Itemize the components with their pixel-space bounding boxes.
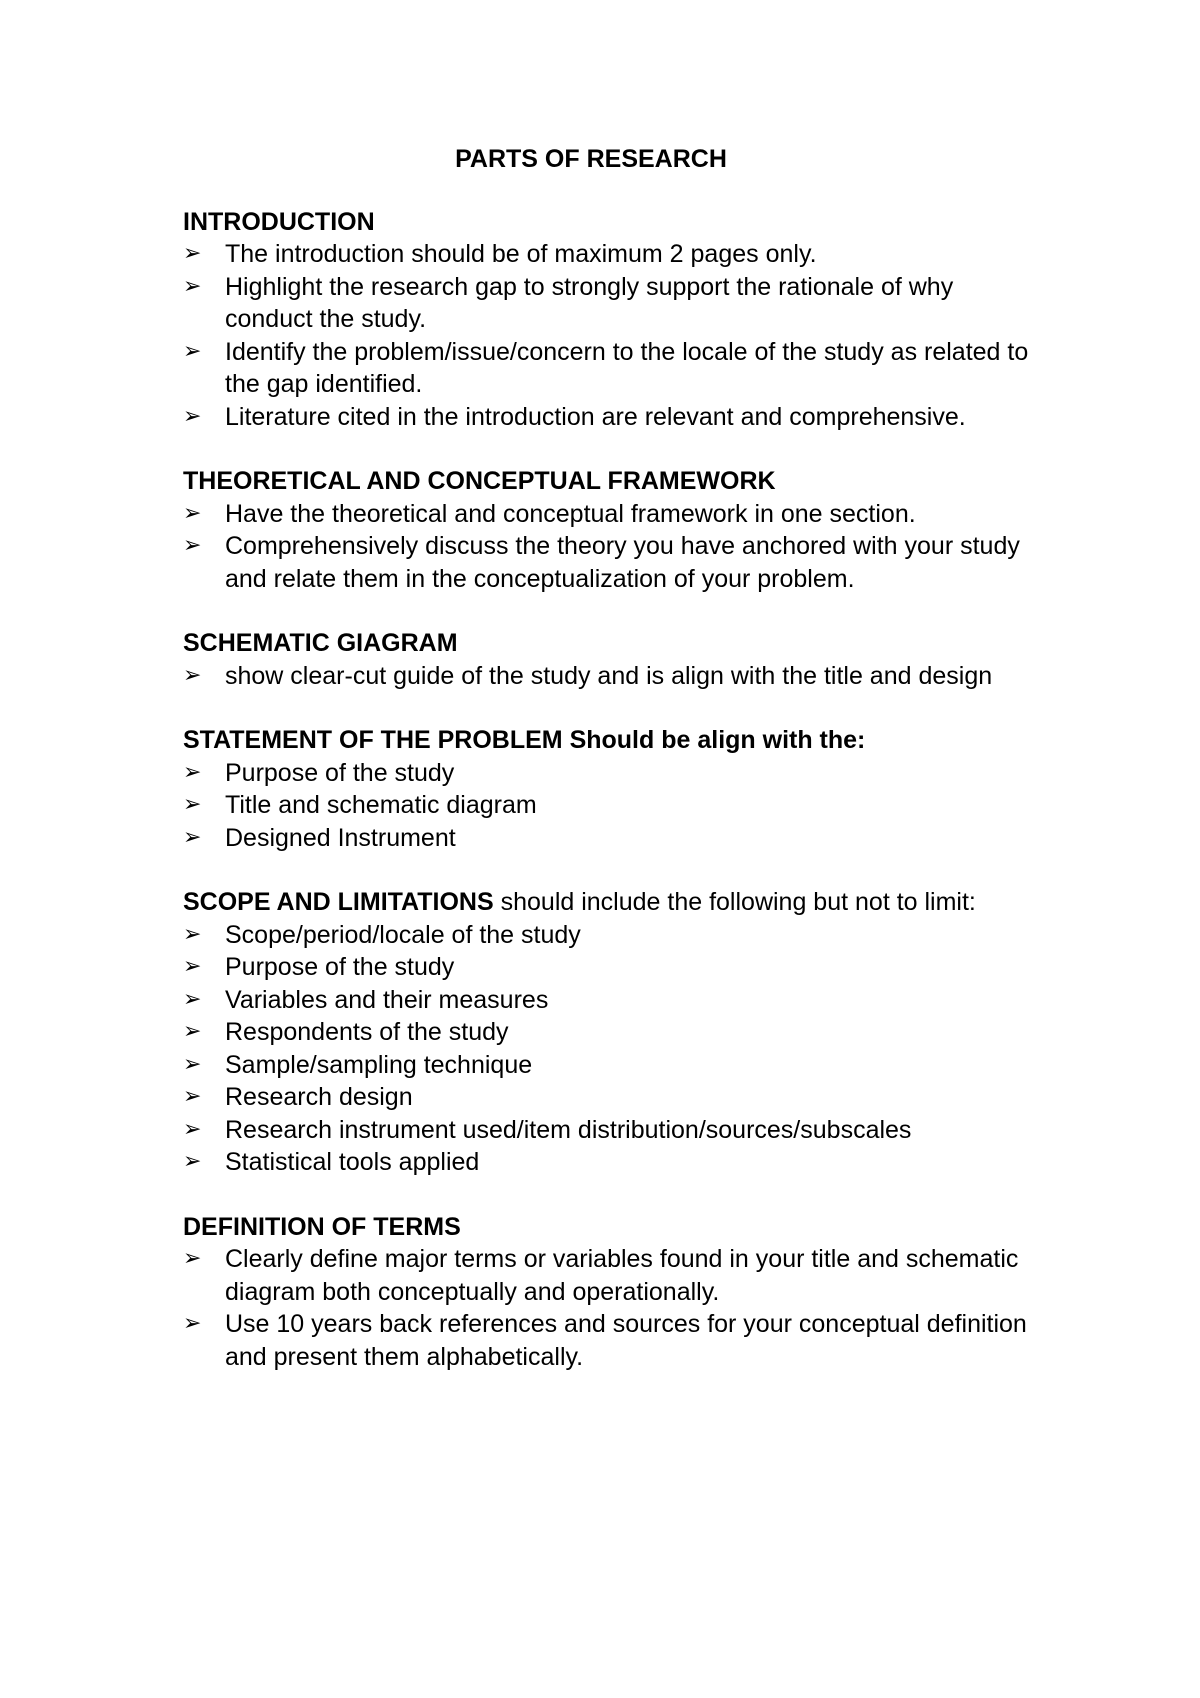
list-item-text: Highlight the research gap to strongly support the rationale of why conduct the study. bbox=[225, 272, 954, 333]
list-item bbox=[183, 1016, 1043, 1049]
list-item bbox=[183, 1243, 1043, 1308]
section-definitions bbox=[183, 1211, 1043, 1374]
arrowhead-bullet-icon: ➢ bbox=[183, 1116, 202, 1142]
arrowhead-bullet-icon: ➢ bbox=[183, 500, 202, 526]
list-item bbox=[183, 336, 1043, 401]
section-scope bbox=[183, 886, 1043, 1179]
list-item bbox=[183, 822, 1043, 855]
list-item-text: Respondents of the study bbox=[225, 1018, 509, 1046]
section-introduction bbox=[183, 206, 1043, 434]
arrowhead-bullet-icon: ➢ bbox=[183, 1084, 202, 1109]
list-item-text: Research design bbox=[225, 1083, 413, 1111]
heading-scope: SCOPE AND LIMITATIONS bbox=[183, 888, 494, 916]
arrowhead-bullet-icon: ➢ bbox=[183, 403, 202, 429]
list-item-text: Title and schematic diagram bbox=[225, 791, 537, 819]
arrowhead-bullet-icon: ➢ bbox=[183, 533, 202, 558]
arrowhead-bullet-icon: ➢ bbox=[183, 986, 202, 1012]
heading-scope-suffix: should include the following but not to limit: bbox=[493, 888, 976, 916]
section-heading bbox=[183, 627, 1043, 660]
arrowhead-bullet-icon: ➢ bbox=[183, 1051, 202, 1077]
list-item bbox=[183, 401, 1043, 434]
list-item bbox=[183, 1308, 1043, 1373]
list-item-text: Have the theoretical and conceptual framework in one section. bbox=[225, 499, 916, 528]
section-heading bbox=[183, 1211, 1043, 1244]
list-item-text: show clear-cut guide of the study and is align with the title and design bbox=[225, 661, 993, 690]
heading-introduction: INTRODUCTION bbox=[183, 207, 375, 236]
list-item-text: Literature cited in the introduction are relevant and comprehensive. bbox=[225, 402, 966, 431]
arrowhead-bullet-icon: ➢ bbox=[183, 824, 202, 850]
arrowhead-bullet-icon: ➢ bbox=[183, 1019, 202, 1044]
arrowhead-bullet-icon: ➢ bbox=[183, 241, 202, 266]
bullet-list bbox=[183, 1243, 1043, 1373]
list-item bbox=[183, 238, 1043, 271]
section-schematic bbox=[183, 627, 1043, 692]
arrowhead-bullet-icon: ➢ bbox=[183, 1149, 202, 1174]
document-title: PARTS OF RESEARCH bbox=[455, 145, 727, 173]
list-item-text: Sample/sampling technique bbox=[225, 1050, 533, 1079]
list-item bbox=[183, 1114, 1043, 1147]
list-item bbox=[183, 1049, 1043, 1082]
arrowhead-bullet-icon: ➢ bbox=[183, 954, 202, 979]
heading-problem-suffix: Should be align with the: bbox=[562, 726, 866, 754]
list-item-text: The introduction should be of maximum 2 pages only. bbox=[225, 240, 817, 268]
list-item-text: Clearly define major terms or variables found in your title and schematic diagram both conceptually and operationally. bbox=[225, 1245, 1019, 1306]
list-item-text: Designed Instrument bbox=[225, 823, 456, 852]
bullet-list bbox=[183, 919, 1043, 1179]
section-heading bbox=[183, 886, 1043, 919]
section-heading bbox=[183, 465, 1043, 498]
bullet-list bbox=[183, 498, 1043, 596]
section-heading bbox=[183, 206, 1043, 239]
list-item-text: Research instrument used/item distribution/sources/subscales bbox=[225, 1115, 912, 1144]
heading-framework: THEORETICAL AND CONCEPTUAL FRAMEWORK bbox=[183, 467, 776, 495]
section-heading bbox=[183, 724, 1043, 757]
document-content bbox=[183, 143, 1043, 1405]
list-item bbox=[183, 530, 1043, 595]
list-item bbox=[183, 498, 1043, 531]
bullet-list bbox=[183, 238, 1043, 433]
list-item bbox=[183, 789, 1043, 822]
list-item bbox=[183, 919, 1043, 952]
list-item-text: Use 10 years back references and sources for your conceptual definition and present them alphabetically. bbox=[225, 1310, 1027, 1371]
list-item bbox=[183, 1081, 1043, 1114]
list-item-text: Purpose of the study bbox=[225, 953, 455, 981]
list-item bbox=[183, 1146, 1043, 1179]
arrowhead-bullet-icon: ➢ bbox=[183, 273, 202, 299]
list-item bbox=[183, 271, 1043, 336]
list-item-text: Identify the problem/issue/concern to the locale of the study as related to the gap identified. bbox=[225, 337, 1029, 398]
list-item-text: Statistical tools applied bbox=[225, 1148, 480, 1176]
section-framework bbox=[183, 465, 1043, 595]
list-item-text: Scope/period/locale of the study bbox=[225, 920, 581, 949]
list-item bbox=[183, 660, 1043, 693]
list-item bbox=[183, 951, 1043, 984]
list-item bbox=[183, 757, 1043, 790]
arrowhead-bullet-icon: ➢ bbox=[183, 1246, 202, 1271]
heading-definitions: DEFINITION OF TERMS bbox=[183, 1212, 461, 1241]
bullet-list bbox=[183, 660, 1043, 693]
list-item-text: Variables and their measures bbox=[225, 985, 549, 1014]
heading-schematic: SCHEMATIC GIAGRAM bbox=[183, 629, 458, 657]
arrowhead-bullet-icon: ➢ bbox=[183, 662, 202, 688]
heading-problem: STATEMENT OF THE PROBLEM bbox=[183, 726, 563, 754]
arrowhead-bullet-icon: ➢ bbox=[183, 921, 202, 947]
section-problem bbox=[183, 724, 1043, 854]
list-item-text: Comprehensively discuss the theory you have anchored with your study and relate them in the conceptualization of your problem. bbox=[225, 532, 1020, 593]
bullet-list bbox=[183, 757, 1043, 855]
arrowhead-bullet-icon: ➢ bbox=[183, 759, 202, 785]
list-item-text: Purpose of the study bbox=[225, 758, 455, 787]
arrowhead-bullet-icon: ➢ bbox=[183, 338, 202, 364]
arrowhead-bullet-icon: ➢ bbox=[183, 792, 202, 817]
list-item bbox=[183, 984, 1043, 1017]
arrowhead-bullet-icon: ➢ bbox=[183, 1311, 202, 1336]
